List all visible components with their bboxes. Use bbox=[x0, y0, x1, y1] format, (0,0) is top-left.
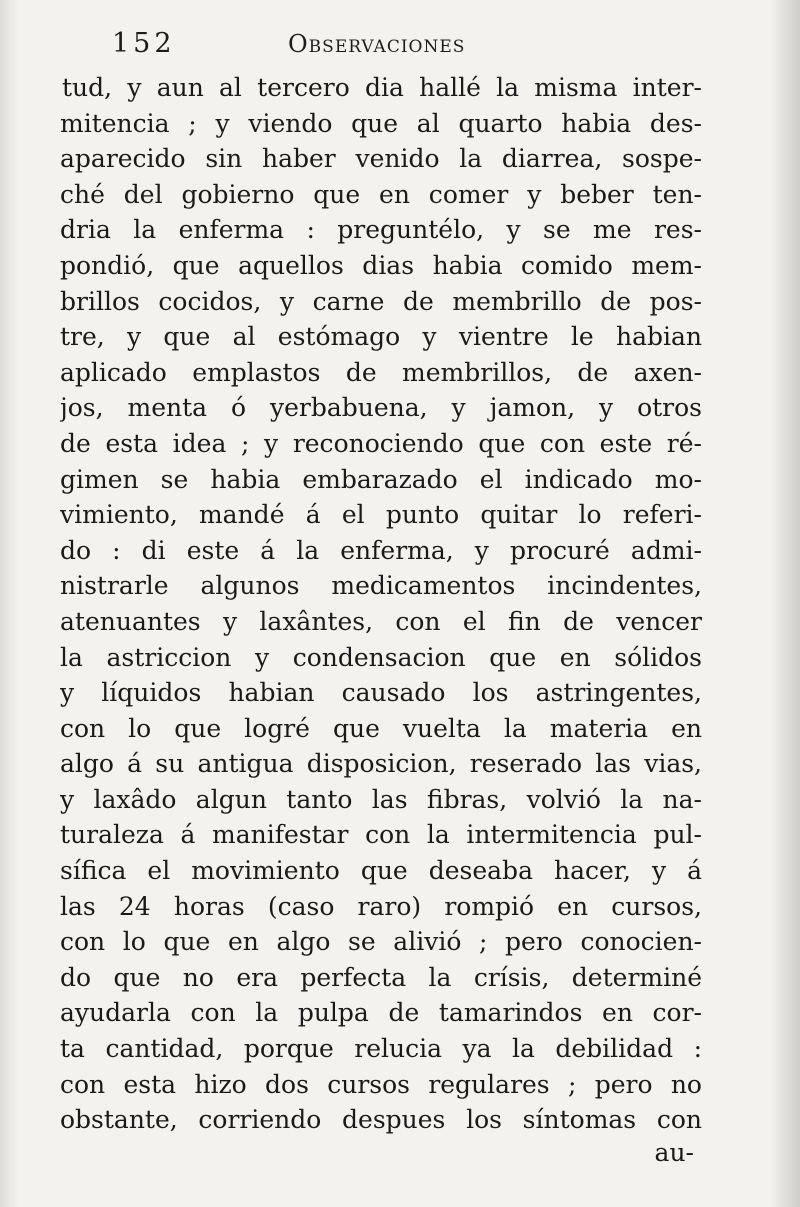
text-line: vimiento, mandé á el punto quitar lo referi- bbox=[60, 500, 702, 530]
page-number: 152 bbox=[112, 28, 176, 59]
text-line: sífica el movimiento que deseaba hacer, y á bbox=[60, 856, 702, 886]
text-line: aparecido sin haber venido la diarrea, sospe- bbox=[60, 144, 702, 174]
body-text bbox=[60, 70, 702, 1138]
text-line: con esta hizo dos cursos regulares ; pero no bbox=[60, 1069, 702, 1099]
text-line: pondió, que aquellos dias habia comido mem- bbox=[60, 250, 702, 280]
text-line: con lo que en algo se alivió ; pero conocien- bbox=[60, 927, 702, 957]
text-line: nistrarle algunos medicamentos incindentes, bbox=[60, 571, 702, 601]
text-line: algo á su antigua disposicion, reserado las vias, bbox=[60, 749, 702, 779]
page-edge-shadow-left bbox=[0, 0, 18, 1207]
text-line: do que no era perfecta la crísis, determiné bbox=[60, 962, 702, 992]
text-line: tre, y que al estómago y vientre le habian bbox=[60, 322, 702, 352]
text-line: dria la enferma : preguntélo, y se me res- bbox=[60, 215, 702, 245]
text-line: y líquidos habian causado los astringentes, bbox=[60, 678, 702, 708]
text-line: y laxâdo algun tanto las fibras, volvió la na- bbox=[60, 784, 702, 814]
text-line: obstante, corriendo despues los síntomas con bbox=[60, 1105, 702, 1135]
text-line: ta cantidad, porque relucia ya la debilidad : bbox=[60, 1034, 702, 1064]
text-line: turaleza á manifestar con la intermitencia pul- bbox=[60, 820, 702, 850]
text-line: tud, y aun al tercero dia hallé la misma inter- bbox=[62, 73, 702, 102]
catchword: au- bbox=[654, 1138, 694, 1167]
text-line: brillos cocidos, y carne de membrillo de pos- bbox=[60, 286, 702, 316]
page-header bbox=[112, 28, 532, 66]
text-line: do : di este á la enferma, y procuré admi- bbox=[60, 535, 702, 565]
text-line: ayudarla con la pulpa de tamarindos en cor- bbox=[60, 998, 702, 1028]
text-line: mitencia ; y viendo que al quarto habia des- bbox=[60, 108, 702, 138]
text-line: con lo que logré que vuelta la materia en bbox=[60, 713, 702, 743]
text-line: gimen se habia embarazado el indicado mo- bbox=[60, 464, 702, 494]
text-line: jos, menta ó yerbabuena, y jamon, y otros bbox=[60, 393, 702, 423]
text-line: ché del gobierno que en comer y beber ten- bbox=[60, 179, 702, 209]
text-line: la astriccion y condensacion que en sólidos bbox=[60, 642, 702, 672]
text-line: las 24 horas (caso raro) rompió en cursos, bbox=[60, 891, 702, 921]
page-edge-shadow-right bbox=[770, 0, 800, 1207]
text-line: atenuantes y laxântes, con el fin de vencer bbox=[60, 606, 702, 636]
text-line: aplicado emplastos de membrillos, de axen- bbox=[60, 357, 702, 387]
text-line: de esta idea ; y reconociendo que con este ré- bbox=[60, 428, 702, 458]
running-head: Observaciones bbox=[288, 30, 466, 58]
